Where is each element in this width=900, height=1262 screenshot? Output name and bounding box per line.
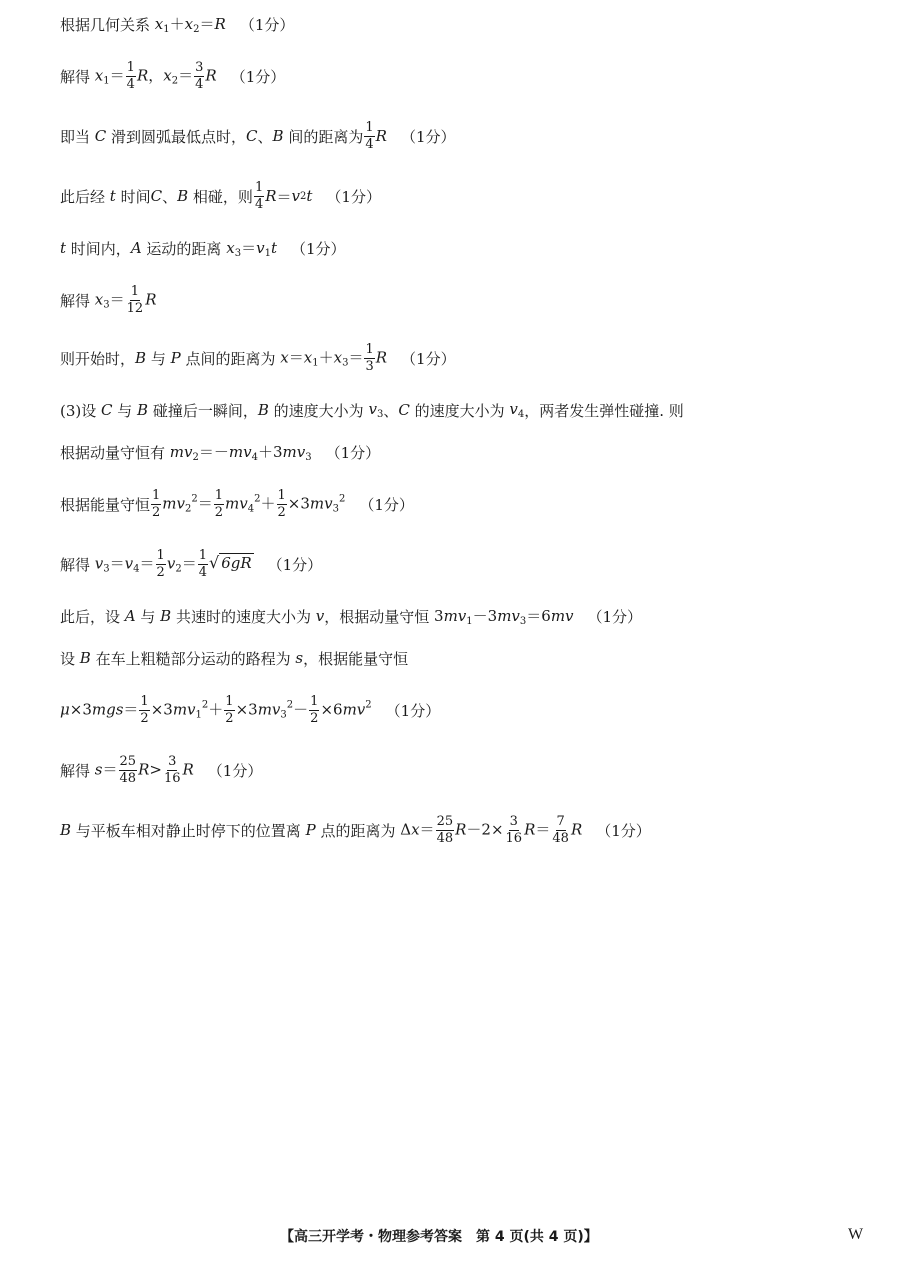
- line-text: 、: [383, 401, 399, 420]
- solution-line-14: μ×3mgs＝ $\frac{1}{2}$ $\times 3mv_1^2+$ $\frac{1}{2}$ $\times 3mv_3^2-$ $\frac{1}{2}$ $\times 6mv^2$ （1分）: [60, 693, 441, 726]
- line-text: 与: [117, 401, 133, 420]
- score-mark: （1分）: [230, 67, 286, 86]
- score-mark: （1分）: [400, 127, 456, 146]
- score-mark: （1分）: [326, 187, 381, 206]
- line-text: 根据动量守恒有: [60, 443, 166, 462]
- equation: $x_1=$ $\frac{1}{4}$ R，$x_2=$ $\frac{3}{4}$ R: [94, 59, 217, 92]
- score-mark: （1分）: [359, 495, 414, 514]
- solution-line-10: 根据能量守恒 $\frac{1}{2}$ $mv_2^2=$ $\frac{1}{2}$ $mv_4^2+$ $\frac{1}{2}$ $\times 3mv_3^2$ （1分）: [60, 487, 414, 520]
- solution-line-2: [60, 56, 285, 96]
- line-text: 则开始时，: [60, 349, 136, 368]
- line-text: 共速时的速度大小为: [175, 607, 311, 626]
- line-text: 与: [150, 349, 166, 368]
- line-text: 根据几何关系: [60, 15, 151, 34]
- solution-line-8: (3)设 C 与 B 碰撞后一瞬间， B 的速度大小为 $v_3$ 、 C 的速度大小为 $v_4$ ，两者发生弹性碰撞. 则: [60, 400, 684, 420]
- line-text: 解得: [60, 291, 91, 310]
- solution-line-4: 此后经 t 时间 C 、 B 相碰，则 $\frac{1}{4}$ R ＝ v 2 t （1分）: [60, 179, 381, 212]
- footer-title: 【高三开学考・物理参考答案 第 4 页(共 4 页)】: [280, 1229, 598, 1245]
- line-text: 运动的距离: [146, 239, 222, 258]
- line-text: 滑到圆弧最低点时，: [111, 127, 247, 146]
- solution-line-1: [60, 4, 294, 44]
- solution-line-3: 即当 C 滑到圆弧最低点时， C 、 B 间的距离为 $\frac{1}{4}$ R （1分）: [60, 119, 456, 152]
- line-text: 的速度大小为: [273, 401, 364, 420]
- solution-line-5: t 时间内， A 运动的距离 $x_3=v_1t$ （1分）: [60, 239, 346, 259]
- line-text: 的速度大小为: [414, 401, 505, 420]
- line-text: 碰撞后一瞬间，: [152, 401, 258, 420]
- line-text: 间的距离为: [288, 127, 364, 146]
- score-mark: （1分）: [239, 15, 295, 34]
- solution-line-15: 解得 s＝ $\frac{25}{48}$ R> $\frac{3}{16}$ R （1分）: [60, 753, 263, 786]
- line-text: (3)设: [60, 401, 97, 420]
- line-text: 即当: [60, 127, 91, 146]
- line-text: 设: [60, 649, 76, 668]
- score-mark: （1分）: [587, 607, 643, 626]
- line-text: 解得: [60, 761, 91, 780]
- line-text: 此后，设: [60, 607, 121, 626]
- footer-mark: W: [848, 1226, 864, 1243]
- solution-line-11: 解得 $v_3=v_4=$ $\frac{1}{2}$ $v_2=$ $\frac{1}{4}$ √ 6gR （1分）: [60, 547, 323, 580]
- score-mark: （1分）: [207, 761, 263, 780]
- score-mark: （1分）: [385, 701, 441, 720]
- line-text: ，根据能量守恒: [303, 649, 409, 668]
- line-text: 时间: [120, 187, 151, 206]
- line-text: 与: [140, 607, 156, 626]
- line-text: 解得: [60, 67, 91, 86]
- line-text: 时间内，: [70, 239, 131, 258]
- solution-line-7: 则开始时， B 与 P 点间的距离为 $x=x_1+x_3=$ $\frac{1}{3}$ R （1分）: [60, 341, 456, 374]
- line-text: 在车上粗糙部分运动的路程为: [95, 649, 291, 668]
- equation: $x_1+x_2=R$: [154, 15, 226, 35]
- line-text: 相碰，则: [192, 187, 253, 206]
- line-text: 点间的距离为: [185, 349, 276, 368]
- score-mark: （1分）: [290, 239, 346, 258]
- line-text: ，根据动量守恒: [324, 607, 430, 626]
- line-text: 根据能量守恒: [60, 495, 151, 514]
- solution-line-9: 根据动量守恒有 $mv_2=-mv_4+3mv_3$ （1分）: [60, 443, 381, 463]
- solution-line-12: 此后，设 A 与 B 共速时的速度大小为 v ，根据动量守恒 $3mv_1-3mv_3=6mv$ （1分）: [60, 607, 643, 627]
- solution-line-13: 设 B 在车上粗糙部分运动的路程为 s ，根据能量守恒: [60, 649, 409, 668]
- score-mark: （1分）: [325, 443, 381, 462]
- line-text: 解得: [60, 555, 91, 574]
- score-mark: （1分）: [401, 349, 456, 368]
- score-mark: （1分）: [596, 821, 651, 840]
- solution-line-16: B 与平板车相对静止时停下的位置离 P 点的距离为 Δx＝ $\frac{25}{48}$ R－2× $\frac{3}{16}$ R＝ $\frac{7}{48}$ R （1分）: [60, 813, 651, 846]
- line-text: ，两者发生弹性碰撞. 则: [524, 401, 684, 420]
- solution-line-6: 解得 $x_3=$ $\frac{1}{12}$ R: [60, 283, 157, 316]
- score-mark: （1分）: [267, 555, 323, 574]
- line-text: 与平板车相对静止时停下的位置离: [75, 821, 301, 840]
- line-text: 点的距离为: [320, 821, 396, 840]
- line-text: 此后经: [60, 187, 106, 206]
